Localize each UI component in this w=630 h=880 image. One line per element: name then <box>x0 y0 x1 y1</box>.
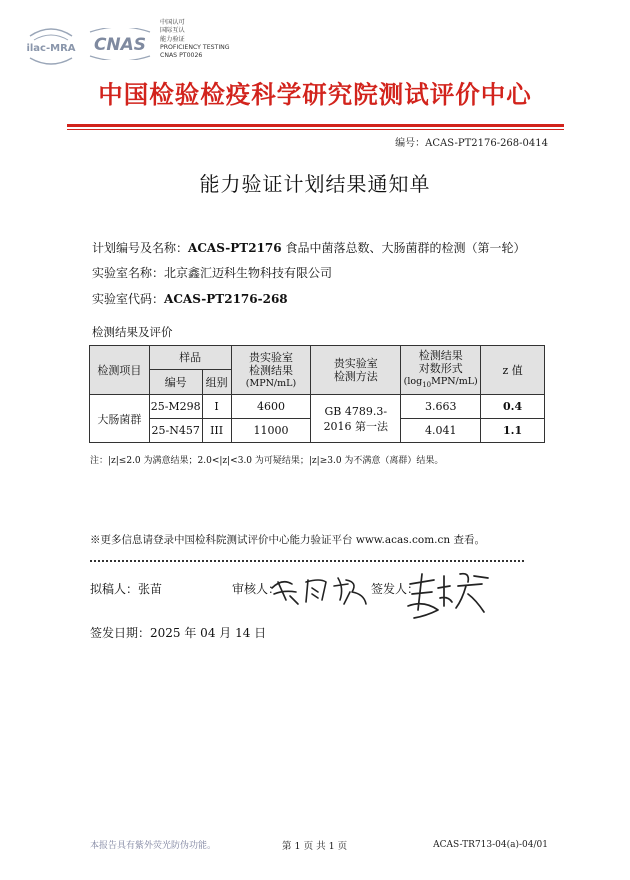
issue-date <box>90 624 266 641</box>
header-log <box>401 346 481 395</box>
cnas-accreditation-text <box>160 19 230 60</box>
header-log-line1: 检测结果 <box>418 348 463 362</box>
header-result <box>231 346 311 395</box>
header-rule-thick <box>67 124 564 127</box>
header-sample-no: 编号 <box>149 370 202 395</box>
log-unit-b: MPN/mL) <box>431 375 478 387</box>
lab-name: 北京鑫汇迈科生物科技有限公司 <box>164 266 333 280</box>
lab-code-info <box>92 290 288 307</box>
cell-item: 大肠菌群 <box>90 395 150 443</box>
header-item: 检测项目 <box>90 346 150 395</box>
drafter <box>90 580 162 597</box>
reviewer-signature <box>268 570 380 608</box>
dotted-divider <box>90 560 524 562</box>
log-unit-sub: 10 <box>422 380 432 389</box>
cell-group: I <box>202 395 231 419</box>
cell-sample-no: 25-N457 <box>149 419 202 443</box>
cnas-logo <box>86 28 154 60</box>
anti-counterfeit-note: 本报告具有紫外荧光防伪功能。 <box>90 841 217 851</box>
cell-method: GB 4789.3-2016 第一法 <box>311 395 401 443</box>
issuer-label: 签发人： <box>371 582 420 596</box>
header-result-line1: 贵实验室 <box>248 350 293 364</box>
lab-name-info <box>92 264 332 281</box>
issue-date-label: 签发日期： <box>90 626 151 640</box>
header-log-line2: 对数形式 <box>418 361 463 375</box>
cell-z: 0.4 <box>481 395 545 419</box>
cnas-line: PROFICIENCY TESTING <box>160 43 230 51</box>
header-result-line2: 检测结果 <box>248 363 293 377</box>
lab-name-label: 实验室名称： <box>92 266 165 280</box>
log-unit-a: (log <box>403 375 423 387</box>
cnas-line: 能力验证 <box>160 35 185 43</box>
ilac-text: ilac-MRA <box>26 43 76 54</box>
section-label: 检测结果及评价 <box>92 325 173 339</box>
plan-name: 食品中菌落总数、大肠菌群的检测（第一轮） <box>281 241 526 255</box>
ilac-mra-logo <box>24 26 78 66</box>
cell-result: 11000 <box>231 419 311 443</box>
reviewer-label: 审核人： <box>232 582 281 596</box>
cell-log: 4.041 <box>401 419 481 443</box>
page-number: 第 1 页 共 1 页 <box>282 841 348 852</box>
table-note: 注：|z|≤2.0 为满意结果；2.0<|z|<3.0 为可疑结果；|z|≥3.0 为不满意（离群）结果。 <box>90 456 444 466</box>
header-method <box>311 346 401 395</box>
cell-log: 3.663 <box>401 395 481 419</box>
document-number: 编号：ACAS-PT2176-268-0414 <box>395 138 548 149</box>
drafter-name: 张苗 <box>138 582 163 596</box>
form-code: ACAS-TR713-04(a)-04/01 <box>433 840 548 850</box>
organization-title: 中国检验检疫科学研究院测试评价中心 <box>98 80 532 109</box>
cnas-text: CNAS <box>93 35 147 55</box>
cnas-line: 国际互认 <box>160 27 185 35</box>
issue-date-value: 2025 年 04 月 14 日 <box>150 626 267 640</box>
cell-sample-no: 25-M298 <box>149 395 202 419</box>
header-group: 组别 <box>202 370 231 395</box>
header-sample: 样品 <box>149 346 231 370</box>
lab-code: ACAS-PT2176-268 <box>164 292 288 306</box>
cnas-line: 中国认可 <box>160 19 185 26</box>
more-info: ※更多信息请登录中国检科院测试评价中心能力验证平台 www.acas.com.cn 查看。 <box>90 534 485 546</box>
plan-info <box>92 239 525 256</box>
results-table <box>89 345 545 443</box>
header-rule-thin <box>67 129 564 130</box>
header-log-unit <box>401 375 480 392</box>
lab-code-label: 实验室代码： <box>92 292 165 306</box>
cell-result: 4600 <box>231 395 311 419</box>
table-row <box>90 395 545 419</box>
cell-z: 1.1 <box>481 419 545 443</box>
header-method-line2: 检测方法 <box>333 370 378 383</box>
drafter-label: 拟稿人： <box>90 582 139 596</box>
header-z: z 值 <box>481 346 545 395</box>
cell-group: III <box>202 419 231 443</box>
plan-code: ACAS-PT2176 <box>188 241 282 255</box>
plan-label: 计划编号及名称： <box>92 241 189 255</box>
header-result-unit: (MPN/mL) <box>245 377 297 389</box>
issuer-signature <box>404 566 496 622</box>
cnas-line: CNAS PT0026 <box>160 52 203 60</box>
page-title: 能力验证计划结果通知单 <box>199 172 431 196</box>
header-method-line1: 贵实验室 <box>333 357 378 370</box>
